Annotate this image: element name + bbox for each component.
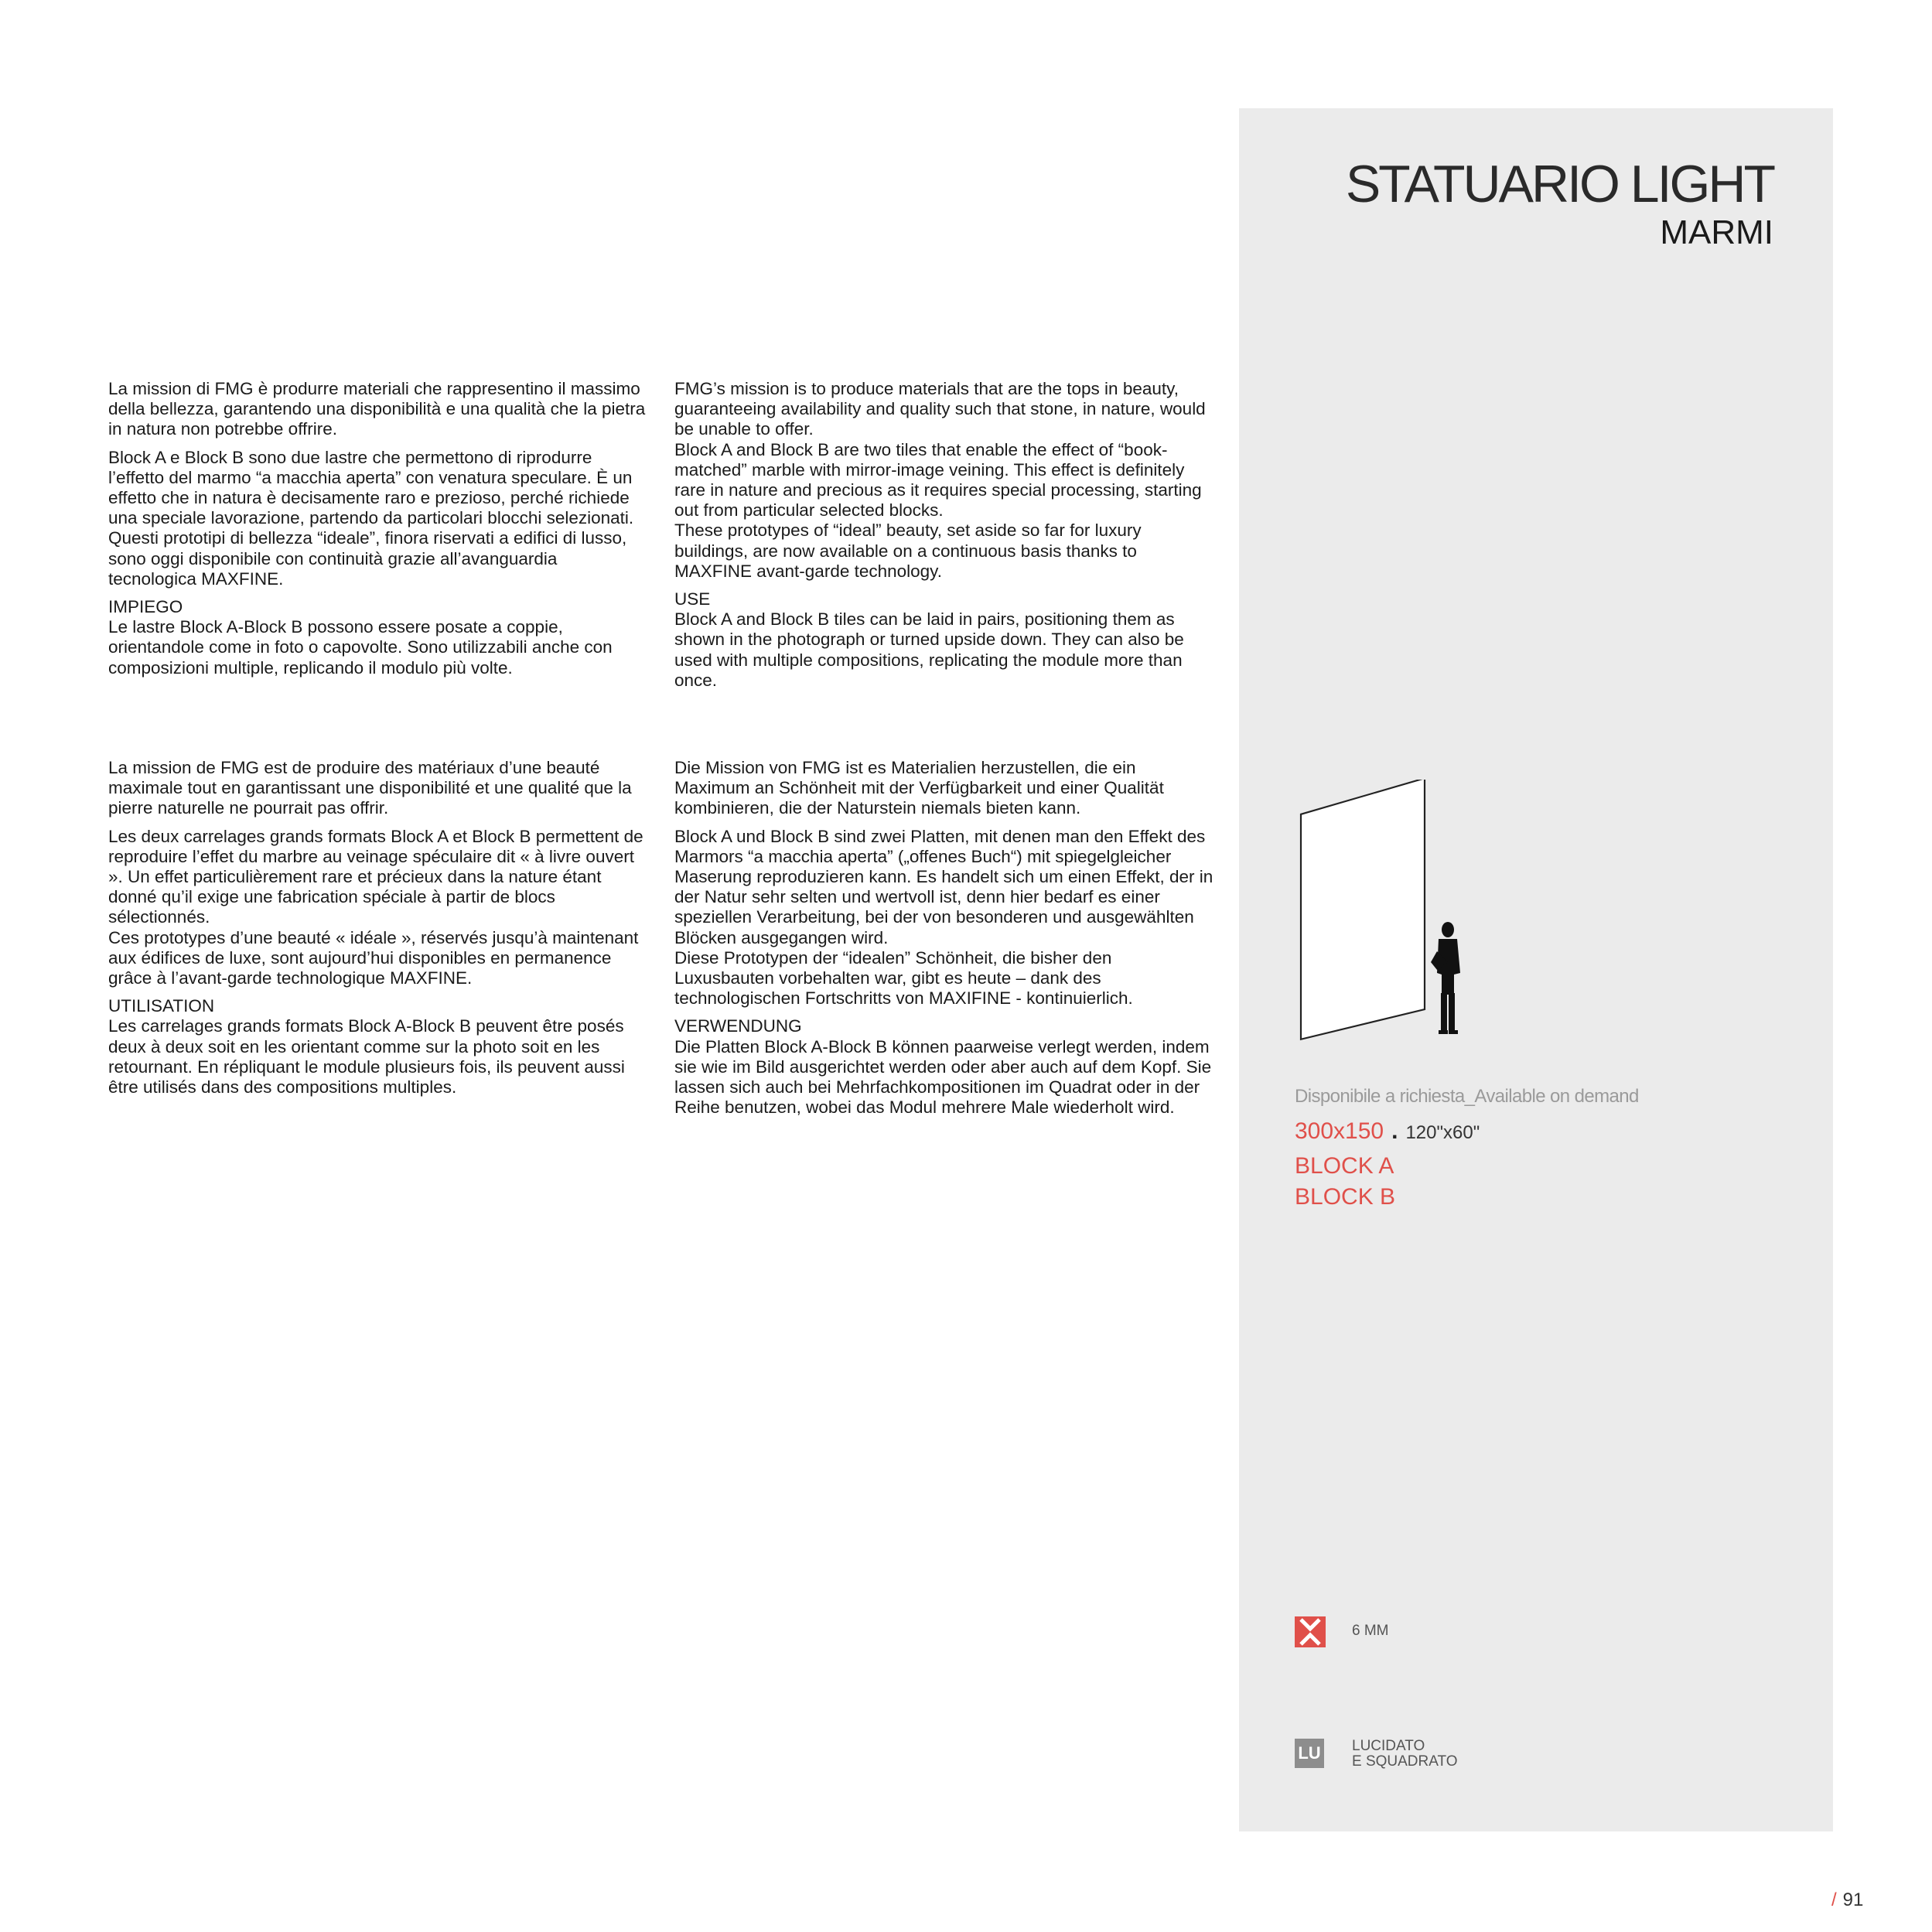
de-paragraph-3: Diese Prototypen der “idealen” Schönheit, die bisher den Luxusbauten vorbehalten war, gibt es heute – dank des technologischen Fortschritts von MAXIFINE - kontinuierlich. xyxy=(674,947,1133,1009)
slab-with-person-icon xyxy=(1295,780,1465,1043)
block-b-label: BLOCK B xyxy=(1295,1184,1396,1210)
product-info-panel xyxy=(1239,108,1833,1831)
fr-paragraph-3: Ces prototypes d’une beauté « idéale », réservés jusqu’à maintenant aux édifices de luxe, sont aujourd’hui disponibles en permanence grâce à l’avant-garde technologique MAXFINE. xyxy=(108,927,639,988)
de-paragraph-4: Die Platten Block A-Block B können paarweise verlegt werden, indem sie wie im Bild ausgerichtet werden oder aber auch auf dem Kopf. Sie lassen sich auch bei Mehrfachkompositionen im Quadrat oder in der Reihe benutzen, wobei das Modul mehrere Male wiederholt wird. xyxy=(674,1036,1212,1118)
text-column-italian xyxy=(108,379,650,686)
fr-paragraph-4: Les carrelages grands formats Block A-Block B peuvent être posés deux à deux soit en les orientant comme sur la photo soit en les retournant. En répliquant le module plusieurs fois, ils peuvent aussi être utilisés dans des compositions multiples. xyxy=(108,1016,625,1097)
en-heading-use: USE xyxy=(674,589,711,609)
format-separator: . xyxy=(1391,1118,1398,1144)
de-heading-verwendung: VERWENDUNG xyxy=(674,1016,802,1036)
en-paragraph-1: FMG’s mission is to produce materials that are the tops in beauty, guaranteeing availability and quality such that stone, in nature, would be unable to offer. xyxy=(674,379,1206,439)
fr-paragraph-1: La mission de FMG est de produire des matériaux d’une beauté maximale tout en garantissant une disponibilité et une qualité que la pierre naturelle ne pourrait pas offrir. xyxy=(108,758,632,818)
page-number-value: 91 xyxy=(1842,1889,1864,1910)
finish-label-line-1: LUCIDATO xyxy=(1352,1738,1425,1754)
block-a-label: BLOCK A xyxy=(1295,1153,1394,1179)
availability-note: Disponibile a richiesta_Available on demand xyxy=(1295,1086,1639,1107)
it-paragraph-3: Questi prototipi di bellezza “ideale”, finora riservati a edifici di lusso, sono oggi disponibile con continuità grazie all’avanguardia tecnologica MAXFINE. xyxy=(108,528,627,589)
format-metric: 300x150 xyxy=(1295,1118,1384,1144)
product-title: STATUARIO LIGHT xyxy=(1345,155,1773,213)
de-paragraph-2: Block A und Block B sind zwei Platten, mit denen man den Effekt des Marmors “a macchia aperta” („offenes Buch“) mit spiegelgleicher Maserung reproduzieren kann. Es handelt sich um einen Effekt, der in der Natur sehr selten und wertvoll ist, denn hier bedarf es einer speziellen Verarbeitung, bei der von besonderen und ausgewählten Blöcken ausgegangen wird. xyxy=(674,826,1213,947)
person-silhouette xyxy=(1431,922,1460,1034)
text-column-french xyxy=(108,758,650,1105)
text-column-german xyxy=(674,758,1216,1125)
thickness-x-icon xyxy=(1295,1616,1326,1647)
it-heading-impiego: IMPIEGO xyxy=(108,597,183,617)
de-paragraph-1: Die Mission von FMG ist es Materialien herzustellen, die ein Maximum an Schönheit mit der Verfügbarkeit und einer Qualität kombinieren, die der Naturstein niemals bieten kann. xyxy=(674,758,1164,818)
finish-label xyxy=(1352,1739,1458,1770)
fr-heading-utilisation: UTILISATION xyxy=(108,996,215,1016)
format-inch: 120"x60" xyxy=(1405,1122,1480,1143)
page-number xyxy=(1831,1889,1863,1911)
page-number-slash: / xyxy=(1831,1889,1837,1910)
lu-finish-icon: LU xyxy=(1295,1739,1324,1768)
text-column-english xyxy=(674,379,1216,698)
en-paragraph-2: Block A and Block B are two tiles that enable the effect of “book-matched” marble with mirror-image veining. This effect is definitely rare in nature and precious as it requires special processing, starting out from particular selected blocks. xyxy=(674,439,1202,521)
en-paragraph-4: Block A and Block B tiles can be laid in pairs, positioning them as shown in the photograph or turned upside down. They can also be used with multiple compositions, replicating the module more than once. xyxy=(674,609,1184,690)
product-category: MARMI xyxy=(1660,213,1773,251)
format-sizes xyxy=(1295,1118,1480,1145)
finish-label-line-2: E SQUADRATO xyxy=(1352,1753,1458,1770)
en-paragraph-3: These prototypes of “ideal” beauty, set aside so far for luxury buildings, are now available on a continuous basis thanks to MAXFINE avant-garde technology. xyxy=(674,521,1142,581)
it-paragraph-2: Block A e Block B sono due lastre che permettono di riprodurre l’effetto del marmo “a macchia aperta” con venatura speculare. È un effetto che in natura è decisamente raro e prezioso, perché richiede una speciale lavorazione, partendo da particolari blocchi selezionati. xyxy=(108,447,634,528)
thickness-label: 6 MM xyxy=(1352,1623,1389,1639)
it-paragraph-1: La mission di FMG è produrre materiali che rappresentino il massimo della bellezza, garantendo una disponibilità e una qualità che la pietra in natura non potrebbe offrire. xyxy=(108,379,646,439)
it-paragraph-4: Le lastre Block A-Block B possono essere posate a coppie, orientandole come in foto o capovolte. Sono utilizzabili anche con composizioni multiple, replicando il modulo più volte. xyxy=(108,617,613,678)
slab-outline xyxy=(1301,780,1425,1039)
fr-paragraph-2: Les deux carrelages grands formats Block A et Block B permettent de reproduire l’effet du marbre au veinage spéculaire dit « à livre ouvert ». Un effet particulièrement rare et précieux dans la nature étant donné qu’il exige une fabrication spéciale à partir de blocs sélectionnés. xyxy=(108,826,643,927)
